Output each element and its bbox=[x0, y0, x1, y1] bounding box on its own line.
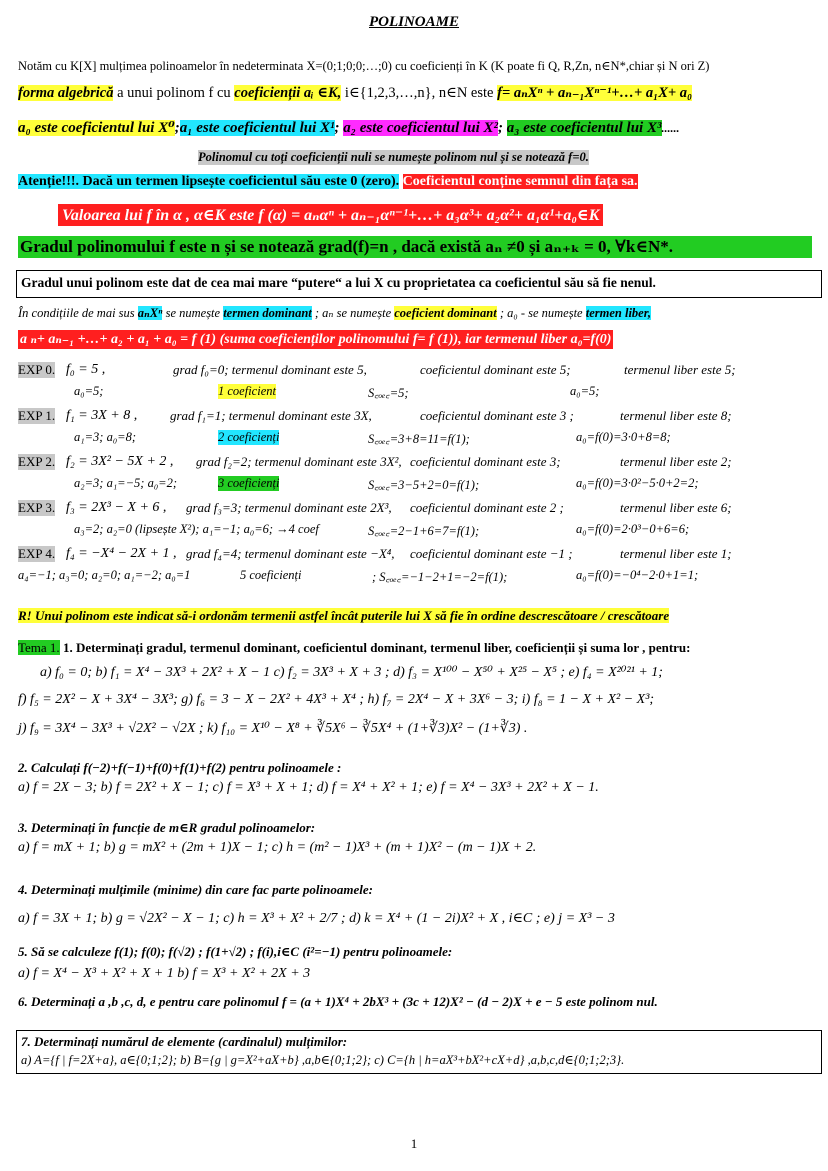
example-tag: EXP 3. bbox=[18, 500, 56, 515]
algebraic-form-label: forma algebrică bbox=[18, 85, 114, 101]
example-detail-row bbox=[18, 430, 818, 450]
example-row bbox=[18, 546, 818, 566]
ex6-text: 6. Determinați a ,b ,c, d, e pentru care polinomul f = (a + 1)X⁴ + 2bX³ + (3c + 12)X² − (d − 2)X + e − 5 este polinom nul. bbox=[18, 994, 658, 1009]
example-coef-count: 2 coeficienți bbox=[218, 430, 280, 444]
example-row bbox=[18, 362, 818, 382]
example-coefs: a₃=2; a₂=0 (lipsește X²); a₁=−1; a₀=6; →4 coef bbox=[74, 522, 319, 536]
degree-box-text: Gradul unui polinom este dat de cea mai mare “putere“ a lui X cu proprietatea ca coeficientul său să fie nenul. bbox=[21, 275, 656, 290]
coef-a3-text: a₃ este coeficientul lui bbox=[506, 120, 647, 136]
ex3-title: 3. Determinați în funcție de m∈R gradul polinoamelor: bbox=[18, 820, 316, 835]
conditions-p4: ; a₀ - se numește bbox=[496, 306, 586, 320]
ex3-line: a) f = mX + 1; b) g = mX² + (2m + 1)X − 1; c) h = (m² − 1)X³ + (m + 1)X² − (m − 1)X + 2. bbox=[18, 840, 537, 855]
example-poly: f₂ = 3X² − 5X + 2 , bbox=[66, 454, 174, 469]
ex4-line: a) f = 3X + 1; b) g = √2X² − X − 1; c) h = X³ + X² + 2/7 ; d) k = X⁴ + (1 − 2i)X² + X , i∈C ; e) j = X³ − 3 bbox=[18, 911, 615, 926]
example-dominant-coef: coeficientul dominant este 3; bbox=[410, 454, 561, 469]
coef-label: coeficienții aᵢ ∈K, bbox=[234, 85, 342, 101]
conditions-p2: se numește bbox=[162, 306, 224, 320]
null-polynomial-note: Polinomul cu toți coeficienții nuli se numește polinom nul și se notează f=0. bbox=[198, 150, 589, 164]
example-degree: grad f₄=4; termenul dominant este −X⁴, bbox=[186, 546, 395, 561]
ex4-title: 4. Determinați mulțimile (minime) din care fac parte polinoamele: bbox=[18, 882, 373, 897]
coef-a1-text: a₁ este coeficientul lui bbox=[179, 120, 321, 136]
remark-text: R! Unui polinom este indicat să-i ordonăm termenii astfel încât puterile lui X să fie în ordine descrescătoare / crescătoare bbox=[18, 608, 670, 623]
example-degree: grad f₃=3; termenul dominant este 2X³, bbox=[186, 500, 392, 515]
example-poly: f₁ = 3X + 8 , bbox=[66, 408, 138, 423]
algebraic-text1: a unui polinom f cu bbox=[113, 85, 235, 101]
algebraic-text2: i∈{1,2,3,…,n}, n∈N este bbox=[341, 85, 498, 101]
page-title: POLINOAME bbox=[368, 14, 459, 30]
example-sum: S꜀ₒₑ꜀=3+8=11=f(1); bbox=[368, 432, 470, 446]
example-coef-count: 1 coeficient bbox=[218, 384, 276, 398]
x0-term: X⁰ bbox=[158, 120, 175, 136]
coef-a0-text: a₀ este coeficientul lui bbox=[18, 120, 159, 136]
attention-line bbox=[18, 174, 638, 190]
example-coefs: a₁=3; a₀=8; bbox=[74, 430, 137, 444]
example-tag: EXP 4. bbox=[18, 546, 56, 561]
example-coefs: a₂=3; a₁=−5; a₀=2; bbox=[74, 476, 178, 490]
example-poly: f₀ = 5 , bbox=[66, 362, 106, 377]
dots: ...... bbox=[661, 121, 680, 135]
example-detail-row bbox=[18, 384, 818, 404]
example-degree: grad f₂=2; termenul dominant este 3X², bbox=[196, 454, 402, 469]
x1-term: X¹ bbox=[320, 120, 335, 136]
dominant-term-expr: aₙXⁿ bbox=[137, 306, 163, 320]
x3-term: X³ bbox=[646, 120, 662, 136]
ex5-title: 5. Să se calculeze f(1); f(0); f(√2) ; f(1+√2) ; f(i),i∈C (i²=−1) pentru polinoamele: bbox=[18, 944, 453, 959]
conditions-p1: În condițiile de mai sus bbox=[18, 306, 138, 320]
example-degree: grad f₀=0; termenul dominant este 5, bbox=[173, 362, 367, 377]
example-row bbox=[18, 500, 818, 520]
example-tag: EXP 1. bbox=[18, 408, 56, 423]
ex1-line-3: j) f₉ = 3X⁴ − 3X³ + √2X² − √2X ; k) f₁₀ = X¹⁰ − X⁸ + ∛5X⁶ − ∛5X⁴ + (1+∛3)X² − (1+∛3) . bbox=[18, 721, 528, 736]
example-poly: f₃ = 2X³ − X + 6 , bbox=[66, 500, 167, 515]
example-coefs: a₀=5; bbox=[74, 384, 104, 398]
example-dominant-coef: coeficientul dominant este 2 ; bbox=[410, 500, 564, 515]
x2-term: X² bbox=[483, 120, 499, 136]
example-tag: EXP 2. bbox=[18, 454, 56, 469]
example-detail-row bbox=[18, 522, 818, 542]
example-detail-row bbox=[18, 568, 818, 588]
ex2-line: a) f = 2X − 3; b) f = 2X² + X − 1; c) f = X³ + X + 1; d) f = X⁴ + X² + 1; e) f = X⁴ − 3X³ + 2X² + X − 1. bbox=[18, 780, 599, 795]
example-detail-row bbox=[18, 476, 818, 496]
ex2-title: 2. Calculați f(−2)+f(−1)+f(0)+f(1)+f(2) pentru polinoamele : bbox=[18, 760, 342, 775]
page-number: 1 bbox=[410, 1136, 418, 1151]
example-sum: S꜀ₒₑ꜀=3−5+2=0=f(1); bbox=[368, 478, 480, 492]
example-sum: ; S꜀ₒₑ꜀=−1−2+1=−2=f(1); bbox=[372, 570, 508, 584]
tema-label: Tema 1. bbox=[18, 640, 60, 655]
conditions-line bbox=[18, 305, 651, 321]
value-definition: Valoarea lui f în α , α∈K este f (α) = aₙαⁿ + aₙ₋₁αⁿ⁻¹+…+ a₃α³+ a₂α²+ a₁α¹+a₀∈K bbox=[58, 204, 603, 226]
dominant-term-label: termen dominant bbox=[223, 306, 312, 320]
ex7-box bbox=[16, 1030, 822, 1074]
example-sum: S꜀ₒₑ꜀=2−1+6=7=f(1); bbox=[368, 524, 480, 538]
ex1-line-1: a) f₀ = 0; b) f₁ = X⁴ − 3X³ + 2X² + X − 1 c) f₂ = 3X³ + X + 3 ; d) f₃ = X¹⁰⁰ − X⁵⁰ + X²⁵ − X⁵ ; e) f₄ = X²⁰²¹ + 1; bbox=[40, 665, 663, 680]
sign-text: Coeficientul conține semnul din fața sa. bbox=[402, 174, 638, 189]
ex7-line: a) A={f | f=2X+a}, a∈{0;1;2}; b) B={g | g=X²+aX+b} ,a,b∈{0;1;2}; c) C={h | h=aX³+bX²+cX+d} ,a,b,c,d∈{0;1;2;3}. bbox=[21, 1053, 625, 1067]
ex7-title: 7. Determinați numărul de elemente (cardinalul) mulțimilor: bbox=[21, 1034, 348, 1049]
remark bbox=[18, 608, 669, 624]
free-term-label: termen liber, bbox=[585, 306, 652, 320]
ex1-title-line bbox=[18, 640, 691, 656]
ex5-line: a) f = X⁴ − X³ + X² + X + 1 b) f = X³ + X² + 2X + 3 bbox=[18, 966, 311, 981]
example-free-value: a₀=f(0)=3·0+8=8; bbox=[576, 430, 671, 444]
example-free-term: termenul liber este 1; bbox=[620, 546, 732, 561]
example-free-term: termenul liber este 6; bbox=[620, 500, 732, 515]
example-free-value: a₀=f(0)=−0⁴−2·0+1=1; bbox=[576, 568, 699, 582]
example-coef-count: 3 coeficienți bbox=[218, 476, 280, 490]
example-coef-count: 5 coeficienți bbox=[240, 568, 302, 582]
example-poly: f₄ = −X⁴ − 2X + 1 , bbox=[66, 546, 177, 561]
coefficient-sum: a ₙ+ aₙ₋₁ +…+ a₂ + a₁ + a₀ = f (1) (suma coeficienților polinomului f= f (1)), iar termenul liber a₀=f(0) bbox=[20, 332, 612, 347]
algebraic-form-line bbox=[18, 84, 692, 102]
example-tag: EXP 0. bbox=[18, 362, 56, 377]
example-free-value: a₀=5; bbox=[570, 384, 600, 398]
ex1-line-2: f) f₅ = 2X² − X + 3X⁴ − 3X³; g) f₆ = 3 − X − 2X² + 4X³ + X⁴ ; h) f₇ = 2X⁴ − X + 3X⁶ − 3; i) f₈ = 1 − X + X² − X³; bbox=[18, 692, 655, 707]
intro-text: Notăm cu K[X] mulțimea polinoamelor în nedeterminata X=(0;1;0;0;…;0) cu coeficienți în K (K poate fi Q, R,Zn, n∈N*,chiar și N ori Z) bbox=[18, 59, 710, 73]
attention-text: Atenție!!!. Dacă un termen lipsește coeficientul său este 0 (zero). bbox=[18, 174, 400, 189]
example-degree: grad f₁=1; termenul dominant este 3X, bbox=[170, 408, 372, 423]
example-coefs: a₄=−1; a₃=0; a₂=0; a₁=−2; a₀=1 bbox=[18, 568, 191, 582]
algebraic-formula: f= aₙXⁿ + aₙ₋₁Xⁿ⁻¹+…+ a₁X+ a₀ bbox=[497, 85, 693, 101]
example-free-term: termenul liber este 2; bbox=[620, 454, 732, 469]
example-dominant-coef: coeficientul dominant este 3 ; bbox=[420, 408, 574, 423]
degree-box bbox=[16, 270, 822, 298]
coef-a2-text: a₂ este coeficientul lui bbox=[343, 120, 484, 136]
example-free-value: a₀=f(0)=2·0³−0+6=6; bbox=[576, 522, 690, 536]
example-dominant-coef: coeficientul dominant este −1 ; bbox=[410, 546, 573, 561]
ex1-title: 1. Determinați gradul, termenul dominant, coeficientul dominant, termenul liber, coeficienții și suma lor , pentru: bbox=[59, 640, 691, 655]
example-free-term: termenul liber este 5; bbox=[624, 362, 736, 377]
conditions-p3: ; aₙ se numește bbox=[311, 306, 395, 320]
dominant-coef-label: coeficient dominant bbox=[394, 306, 497, 320]
degree-definition: Gradul polinomului f este n și se notează grad(f)=n , dacă există aₙ ≠0 și aₙ₊ₖ = 0, ∀k∈N*. bbox=[18, 236, 812, 258]
example-row bbox=[18, 408, 818, 428]
example-sum: S꜀ₒₑ꜀=5; bbox=[368, 386, 409, 400]
coefficient-line: a₀ este coeficientul lui X⁰;a₁ este coeficientul lui X¹; a₂ este coeficientul lui X²; a₃ este coeficientul lui X³...... bbox=[18, 120, 680, 136]
example-row bbox=[18, 454, 818, 474]
example-free-value: a₀=f(0)=3·0²−5·0+2=2; bbox=[576, 476, 699, 490]
example-free-term: termenul liber este 8; bbox=[620, 408, 732, 423]
example-dominant-coef: coeficientul dominant este 5; bbox=[420, 362, 571, 377]
